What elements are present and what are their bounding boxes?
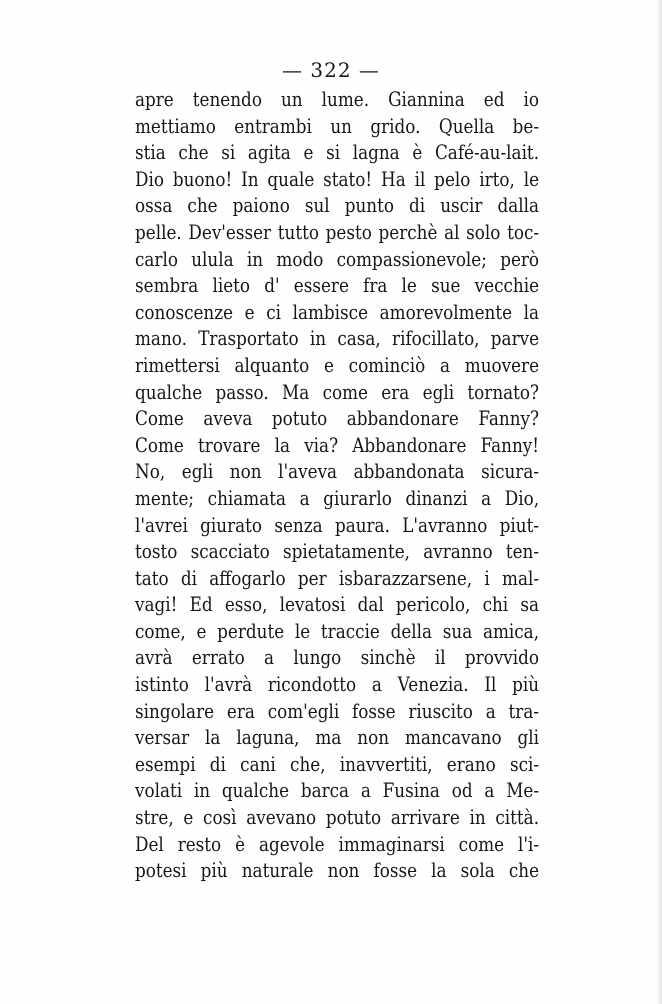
text-line: qualche passo. Ma come era egli tornato? — [135, 379, 540, 404]
text-line: volati in qualche barca a Fusina od a Me- — [135, 778, 540, 803]
text-line: stre, e così avevano potuto arrivare in città. — [135, 805, 540, 830]
text-line: versar la laguna, ma non mancavano gli — [135, 725, 540, 750]
text-line: mente; chiamata a giurarlo dinanzi a Dio, — [135, 485, 540, 510]
text-line: sembra lieto d' essere fra le sue vecchie — [135, 273, 540, 298]
text-line: Come aveva potuto abbandonare Fanny? — [135, 406, 540, 431]
text-line: stia che si agita e si lagna è Café-au-lait. — [135, 140, 540, 165]
text-line: mettiamo entrambi un grido. Quella be- — [135, 113, 540, 138]
text-line: apre tenendo un lume. Giannina ed io — [135, 87, 540, 111]
page-edge-shadow — [656, 0, 662, 1004]
text-line: conoscenze e ci lambisce amorevolmente la — [135, 299, 540, 324]
text-line: avrà errato a lungo sinchè il provvido — [135, 645, 540, 670]
text-line: vagi! Ed esso, levatosi dal pericolo, chi sa — [135, 592, 540, 617]
text-line: esempi di cani che, inavvertiti, erano sci- — [135, 751, 540, 776]
text-line: Del resto è agevole immaginarsi come l'i- — [135, 831, 540, 856]
text-line: tosto scacciato spietatamente, avranno ten- — [135, 539, 540, 564]
text-line: istinto l'avrà ricondotto a Venezia. Il più — [135, 672, 540, 697]
text-line: l'avrei giurato senza paura. L'avranno piut- — [135, 512, 540, 537]
text-line: rimettersi alquanto e cominciò a muovere — [135, 352, 540, 377]
text-line: carlo ulula in modo compassionevole; però — [135, 246, 540, 271]
text-line: Come trovare la via? Abbandonare Fanny! — [135, 432, 540, 457]
text-line: tato di affogarlo per isbarazzarsene, i mal- — [135, 565, 540, 590]
text-line: potesi più naturale non fosse la sola che — [135, 858, 540, 883]
text-line: pelle. Dev'esser tutto pesto perchè al solo toc- — [135, 219, 540, 244]
text-line: mano. Trasportato in casa, rifocillato, parve — [135, 326, 540, 351]
text-block — [135, 86, 539, 884]
text-line: ossa che paiono sul punto di uscir dalla — [135, 193, 540, 218]
text-line: singolare era com'egli fosse riuscito a tra- — [135, 698, 540, 723]
text-line: Dio buono! In quale stato! Ha il pelo irto, le — [135, 166, 540, 191]
text-line: No, egli non l'aveva abbandonata sicura- — [135, 459, 540, 484]
text-line: come, e perdute le traccie della sua amica, — [135, 618, 540, 643]
page-number: — 322 — — [282, 58, 380, 82]
